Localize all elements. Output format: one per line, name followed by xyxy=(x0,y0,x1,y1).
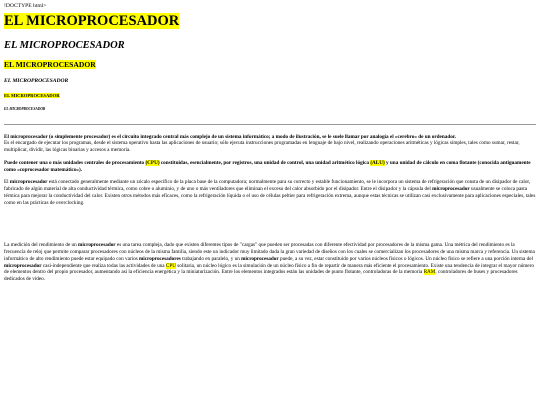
intro-bold: El microprocesador (o simplemente procesador) es el circuito integrado central más complejo de un sistema informático; a modo de ilustración, se le suele llamar por analogía el «cerebro» de un ordenador. xyxy=(4,133,456,140)
heading-1-text: EL MICROPROCESADOR xyxy=(4,13,180,30)
perf-d: trabajando en paralelo, y un xyxy=(180,255,242,262)
perf-bold-3: microprocesador xyxy=(241,255,279,262)
spacer xyxy=(4,212,536,242)
perf-bold-4: microprocesador xyxy=(4,262,42,269)
cooling-paragraph xyxy=(4,179,536,206)
perf-c: es una tarea compleja, dado que existen diferentes tipos de "cargas" que pueden ser procesadas con diferente efectividad por procesadores de la misma gama. Una métrica del rendimiento es la frecuencia de reloj que permite comparar procesadores con núcleos de la misma familia, siendo este un indicador muy limitado dada la gran variedad de diseños con los cuales se comercializan los procesadores de una misma marca y referencia. Un sistema informático de alto rendimiento puede estar equipado con varios xyxy=(4,242,535,262)
cooling-bold-1: microprocesador xyxy=(9,179,48,186)
cpu-highlight: (CPU) xyxy=(145,159,160,166)
perf-g: solitaria, un núcleo lógico es la simulación de un núcleo físico a fin de repartir de manera más eficiente el procesamiento. Existe una tendencia de integrar el mayor número de elementos dentro del propio procesador, aumentando así la eficiencia energética y la miniaturización. Entre los elementos integrados están las unidades de punto flotante, controladoras de la memoria xyxy=(4,262,534,276)
perf-a: La medición del rendimiento de un xyxy=(4,242,79,249)
document-page xyxy=(4,3,536,289)
horizontal-rule xyxy=(4,124,536,125)
perf-h: , controladores de buses y procesadores dedicados de vídeo. xyxy=(4,269,518,283)
heading-2: EL MICROPROCESADOR xyxy=(4,40,125,52)
heading-4: EL MICROPROCESADOR xyxy=(4,77,69,84)
cooling-a: El xyxy=(4,179,10,186)
cpu-para-b: constituidas, esencialmente, por registros, una unidad de control, una unidad aritmético lógica xyxy=(159,159,371,166)
heading-6: EL MICROPROCESADOR xyxy=(4,106,46,111)
cpu-para-c: y una unidad de cálculo en coma flotante (conocida antiguamente como «coprocesador matemático»). xyxy=(4,159,531,173)
performance-paragraph xyxy=(4,242,536,283)
cooling-bold-2: microprocesador xyxy=(432,186,470,193)
heading-3-text: EL MICROPROCESADOR xyxy=(4,59,96,69)
perf-ram-highlight: RAM xyxy=(423,269,436,276)
heading-5 xyxy=(4,93,536,99)
heading-3 xyxy=(4,60,536,70)
alu-highlight: (ALU) xyxy=(370,159,385,166)
perf-cpu-highlight: CPU xyxy=(165,262,176,269)
cpu-paragraph xyxy=(4,160,536,174)
intro-paragraph xyxy=(4,134,536,154)
heading-5-text: EL MICROPROCESADOR xyxy=(4,92,60,98)
intro-rest: Es el encargado de ejecutar los programas, desde el sistema operativo hasta las aplicaciones de usuario; sólo ejecuta instrucciones programadas en lenguaje de bajo nivel, realizando operaciones aritméticas y lógicas simples, tales como sumar, restar, multiplicar, dividir, las lógicas binarias y accesos a memoria. xyxy=(4,140,520,154)
doctype-text: !DOCTYPE html> xyxy=(4,3,47,9)
cooling-d: usualmente se coloca pasta térmica para mejorar la conductividad del calor. Existen otros métodos más eficaces, como la refrigeración líquida o el uso de células peltier para refrigeración extrema, aunque estas técnicas se utilizan casi exclusivamente para aplicaciones especiales, tales como en las prácticas de overclocking. xyxy=(4,186,536,206)
perf-bold-1: microprocesador xyxy=(78,242,116,249)
perf-bold-2: microprocesadores xyxy=(138,255,181,262)
heading-1 xyxy=(4,14,536,30)
cpu-para-a: Puede contener una o más unidades centrales de procesamiento xyxy=(4,159,146,166)
perf-e: puede, a su vez, estar constituido por varios núcleos físicos o lógicos. Un núcleo físico se refiere a una porción interna del xyxy=(278,255,533,262)
cooling-c: está conectado generalmente mediante un zócalo específico de la placa base de la computadora; normalmente para su correcto y estable funcionamiento, se le incorpora un sistema de refrigeración que consta de un disipador de calor, fabricado de algún material de alta conductividad térmica, como cobre o aluminio, y de uno o más ventiladores que eliminan el exceso del calor absorbido por el disipador. Entre el disipador y la cápsula del xyxy=(4,179,531,193)
perf-f: casi-independiente que realiza todas las actividades de una xyxy=(41,262,166,269)
